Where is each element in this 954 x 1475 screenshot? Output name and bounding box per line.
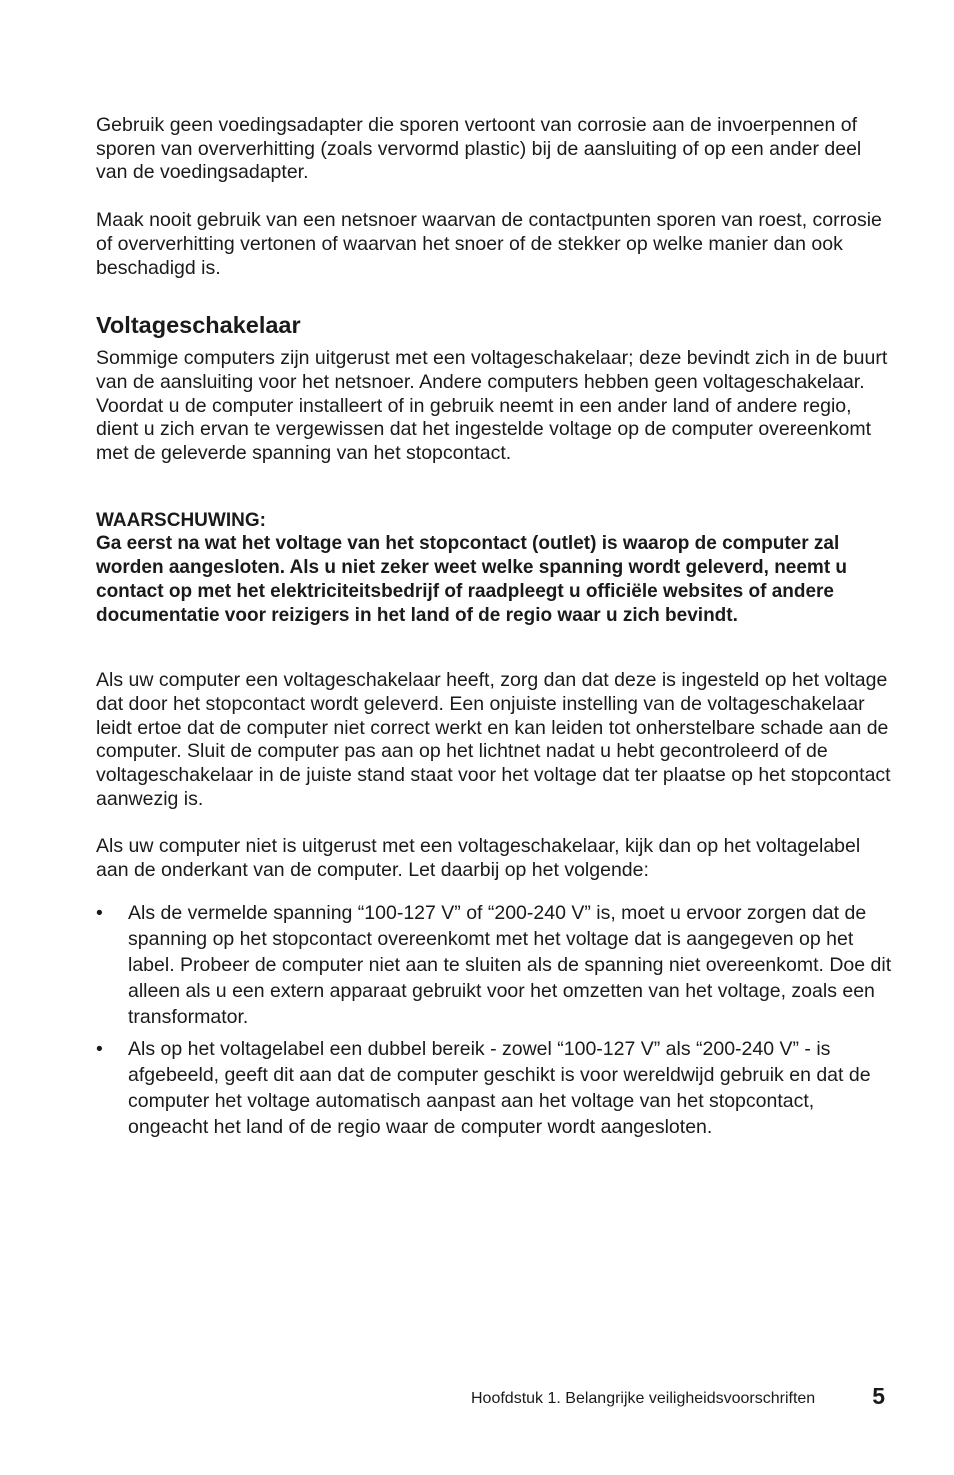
bullet-marker: • — [96, 901, 103, 924]
warning-text: Ga eerst na wat het voltage van het stopcontact (outlet) is waarop de computer zal worden aangesloten. Als u niet zeker weet welke spanning wordt geleverd, neemt u contact op met het elektriciteitsbedrijf of raadpleegt u officiële websites of andere documentatie voor reizigers in het land of de regio waar u zich bevindt. — [96, 533, 848, 626]
bullet-list — [96, 900, 896, 1140]
footer-chapter-title: Hoofdstuk 1. Belangrijke veiligheidsvoorschriften — [471, 1390, 816, 1407]
list-item-text: Als de vermelde spanning “100-127 V” of “200-240 V” is, moet u ervoor zorgen dat de spanning op het stopcontact overeenkomt met het voltage dat is aangegeven op het label. Probeer de computer niet aan te sluiten als de spanning niet overeenkomt. Doe dit alleen als u een extern apparaat gebruikt voor het omzetten van het voltage, zoals een transformator. — [128, 901, 892, 1028]
page-footer — [471, 1385, 891, 1415]
paragraph-voltage-label: Als uw computer niet is uitgerust met een voltageschakelaar, kijk dan op het voltagelabel aan de onderkant van de computer. Let daarbij op het volgende: — [96, 835, 861, 882]
section-heading: Voltageschakelaar — [96, 312, 301, 339]
paragraph-adapter-corrosion: Gebruik geen voedingsadapter die sporen vertoont van corrosie aan de invoerpennen of sporen van oververhitting (zoals vervormd plastic) bij de aansluiting of op een ander deel van de voedingsadapter. — [96, 114, 862, 184]
warning-label: WAARSCHUWING: — [96, 509, 266, 531]
warning-block — [96, 509, 896, 628]
page-number: 5 — [872, 1383, 885, 1409]
section-intro-paragraph: Sommige computers zijn uitgerust met een voltageschakelaar; deze bevindt zich in de buurt van de aansluiting voor het netsnoer. Andere computers hebben geen voltageschakelaar. Voordat u de computer installeert of in gebruik neemt in een ander land of andere regio, dient u zich ervan te vergewissen dat het ingestelde voltage op de computer overeenkomt met de geleverde spanning van het stopcontact. — [96, 347, 888, 465]
bullet-marker: • — [96, 1037, 103, 1060]
list-item — [96, 1036, 896, 1140]
paragraph-power-cord-damage: Maak nooit gebruik van een netsnoer waarvan de contactpunten sporen van roest, corrosie of oververhitting vertonen of waarvan het snoer of de stekker op welke manier dan ook beschadigd is. — [96, 209, 882, 279]
document-body — [96, 114, 896, 1146]
list-item-text: Als op het voltagelabel een dubbel bereik - zowel “100-127 V” als “200-240 V” - is afgebeeld, geeft dit aan dat de computer geschikt is voor wereldwijd gebruik en dat de computer het voltage automatisch aanpast aan het voltage van het stopcontact, ongeacht het land of de regio waar de computer wordt aangesloten. — [128, 1037, 871, 1138]
list-item — [96, 900, 896, 1030]
paragraph-voltage-switch-setting: Als uw computer een voltageschakelaar heeft, zorg dan dat deze is ingesteld op het voltage dat door het stopcontact wordt geleverd. Een onjuiste instelling van de voltageschakelaar leidt ertoe dat de computer niet correct werkt en kan leiden tot onherstelbare schade aan de computer. Sluit de computer pas aan op het lichtnet nadat u hebt gecontroleerd of de voltageschakelaar in de juiste stand staat voor het voltage dat ter plaatse op het stopcontact aanwezig is. — [96, 669, 891, 810]
